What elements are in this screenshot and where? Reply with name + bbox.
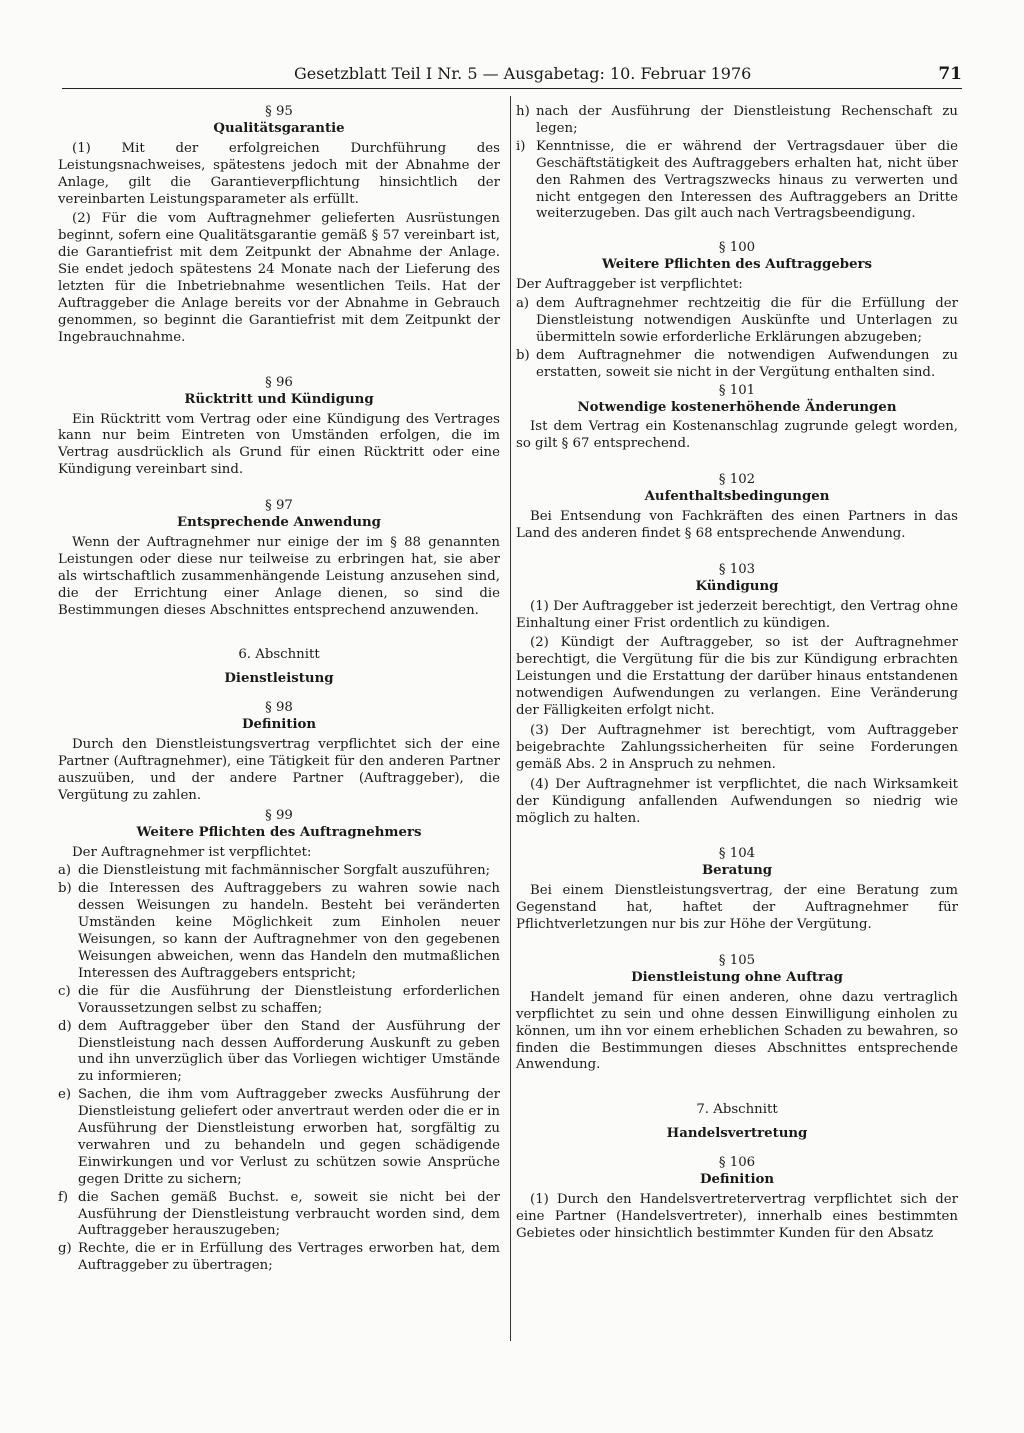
right-column [516,104,958,1246]
paragraph: (1) Mit der erfolgreichen Durchführung des Leistungsnachweises, spätestens jedoch mit der Abnahme der Anlage, gilt die Garantieverpflichtung hinsichtlich der vereinbarten Leistungsparameter als erfüllt. [58,140,500,207]
paragraph: Ist dem Vertrag ein Kostenanschlag zugrunde gelegt worden, so gilt § 67 entsprechend. [516,419,958,452]
left-column [58,104,500,1276]
paragraph: (2) Für die vom Auftragnehmer gelieferten Ausrüstungen beginnt, sofern eine Qualitätsgarantie gemäß § 57 vereinbart ist, die Garantiefrist mit dem Zeitpunkt der Abnahme der Anlage. Sie endet jedoch spätestens 24 Monate nach der Lieferung des letzten für die Inbetriebnahme wesentlichen Teils. Hat der Auftraggeber die Anlage bereits vor der Abnahme in Gebrauch genommen, so beginnt die Garantiefrist mit dem Zeitpunkt der Ingebrauchnahme. [58,211,500,345]
section-title: Entsprechende Anwendung [177,515,381,531]
chapter-title: Dienstleistung [224,671,334,687]
section-title: Definition [241,717,317,733]
section-title: Dienstleistung ohne Auftrag [631,969,843,985]
list-item: e) Sachen, die ihm vom Auftraggeber zwecks Ausführung der Dienstleistung geliefert oder anvertraut werden oder die er in Ausführung der Dienstleistung erworben hat, sorgfältig zu verwahren und zu behandeln und gegen schädigende Einwirkungen und vor Verlust zu schützen sowie Ansprüche gegen Dritte zu sichern; [58,1087,500,1187]
section-number: § 99 [265,807,293,823]
section-title: Aufenthaltsbedingungen [644,489,830,505]
chapter-number: 6. Abschnitt [238,647,320,663]
list-item: g) Rechte, die er in Erfüllung des Vertrages erworben hat, dem Auftraggeber zu übertragen; [58,1241,500,1274]
paragraph: Ein Rücktritt vom Vertrag oder eine Kündigung des Vertrages kann nur beim Eintreten von Umständen erfolgen, die im Vertrag ausdrücklich als Grund für einen Rücktritt oder eine Kündigung vereinbart sind. [58,411,500,478]
list-item: d) dem Auftraggeber über den Stand der Ausführung der Dienstleistung nach dessen Aufforderung Auskunft zu geben und ihn unverzüglich über das Vorliegen wichtiger Umstände zu informieren; [58,1018,500,1085]
section-number: § 105 [718,952,756,968]
page-number: 71 [938,64,962,84]
page-header [62,64,962,84]
section-number: § 96 [265,374,293,390]
section-number: § 97 [265,498,293,514]
chapter-number: 7. Abschnitt [696,1102,778,1118]
paragraph: Bei einem Dienstleistungsvertrag, der eine Beratung zum Gegenstand hat, haftet der Auftragnehmer für Pflichtverletzungen nur bis zur Höhe der Vergütung. [516,883,958,933]
section-title: Notwendige kostenerhöhende Änderungen [577,399,897,415]
list-item: i) Kenntnisse, die er während der Vertragsdauer über die Geschäftstätigkeit des Auftraggebers erhalten hat, nicht über den Rahmen des Vertragszwecks hinaus zu verwerten und nicht entgegen den Interessen des Auftraggebers an Dritte weiterzugeben. Das gilt auch nach Vertragsbeendigung. [516,138,958,222]
paragraph: Handelt jemand für einen anderen, ohne dazu vertraglich verpflichtet zu sein und ohne dessen Einwilligung einholen zu können, um ihn vor einem erheblichen Schaden zu bewahren, so finden die Bestimmungen dieses Abschnittes entsprechende Anwendung. [516,989,958,1073]
paragraph: Durch den Dienstleistungsvertrag verpflichtet sich der eine Partner (Auftragnehmer), eine Tätigkeit für den anderen Partner auszuüben, und der andere Partner (Auftraggeber), die Vergütung zu zahlen. [58,737,500,803]
paragraph: (4) Der Auftragnehmer ist verpflichtet, die nach Wirksamkeit der Kündigung anfallenden Aufwendungen so niedrig wie möglich zu halten. [516,776,958,826]
list-item: b) dem Auftragnehmer die notwendigen Aufwendungen zu erstatten, soweit sie nicht in der Vergütung enthalten sind. [516,347,958,380]
section-title: Qualitätsgarantie [213,120,345,136]
paragraph: (1) Der Auftraggeber ist jederzeit berechtigt, den Vertrag ohne Einhaltung einer Frist ordentlich zu kündigen. [516,598,958,631]
list-item: f) die Sachen gemäß Buchst. e, soweit sie nicht bei der Ausführung der Dienstleistung verbraucht worden sind, dem Auftraggeber herauszugeben; [58,1189,500,1239]
list-item: h) nach der Ausführung der Dienstleistung Rechenschaft zu legen; [516,104,958,136]
paragraph: Wenn der Auftragnehmer nur einige der im § 88 genannten Leistungen oder diese nur teilweise zu erbringen hat, sie aber als wirtschaftlich zusammenhängende Leistung anzusehen sind, die der Errichtung einer Anlage dienen, so sind die Bestimmungen dieses Abschnittes entsprechend anzuwenden. [58,534,500,618]
section-title: Kündigung [695,578,779,594]
list-item: c) die für die Ausführung der Dienstleistung erforderlichen Voraussetzungen selbst zu schaffen; [58,983,500,1016]
column-divider [510,96,511,1341]
paragraph: Bei Entsendung von Fachkräften des einen Partners in das Land des anderen findet § 68 entsprechende Anwendung. [516,509,958,541]
section-number: § 106 [718,1155,756,1171]
chapter-title: Handelsvertretung [666,1126,808,1142]
section-title: Weitere Pflichten des Auftraggebers [601,257,873,273]
section-number: § 100 [718,240,756,256]
section-number: § 98 [265,700,293,716]
paragraph: (2) Kündigt der Auftraggeber, so ist der Auftragnehmer berechtigt, die Vergütung für die bis zur Kündigung erbrachten Leistungen und die Erstattung der darüber hinaus entstandenen notwendigen Aufwendungen zu verlangen. Eine Veränderung der Fälligkeiten erfolgt nicht. [516,635,958,719]
section-number: § 95 [265,104,293,119]
list-lead: Der Auftraggeber ist verpflichtet: [516,277,743,293]
paragraph: (1) Durch den Handelsvertretervertrag verpflichtet sich der eine Partner (Handelsvertreter), innerhalb eines bestimmten Gebietes oder hinsichtlich bestimmter Kunden für den Absatz [516,1191,958,1241]
header-rule [62,88,962,89]
paragraph: (3) Der Auftragnehmer ist berechtigt, vom Auftraggeber beigebrachte Zahlungssicherheiten für seine Forderungen gemäß Abs. 2 in Anspruch zu nehmen. [516,723,958,772]
list-lead: Der Auftragnehmer ist verpflichtet: [72,844,312,860]
gazette-title: Gesetzblatt Teil I Nr. 5 — Ausgabetag: 10. Februar 1976 [294,64,752,83]
section-title: Beratung [701,863,773,879]
section-number: § 101 [718,382,756,398]
list-item: a) die Dienstleistung mit fachmännischer Sorgfalt auszuführen; [58,863,491,879]
section-title: Definition [699,1172,775,1188]
list-item: b) die Interessen des Auftraggebers zu wahren sowie nach dessen Weisungen zu handeln. Besteht bei veränderten Umständen keine Möglichkeit zum Einholen neuer Weisungen, so kann der Auftragnehmer von den gegebenen Weisungen abweichen, wenn das Handeln den mutmaßlichen Interessen des Auftraggebers entspricht; [58,881,500,981]
section-number: § 104 [718,846,756,862]
section-number: § 102 [718,472,756,488]
list-item: a) dem Auftragnehmer rechtzeitig die für die Erfüllung der Dienstleistung notwendigen Auskünfte und Unterlagen zu übermitteln sowie erforderliche Erklärungen abzugeben; [516,296,958,345]
section-number: § 103 [718,561,756,577]
section-title: Weitere Pflichten des Auftragnehmers [136,824,422,840]
section-title: Rücktritt und Kündigung [184,391,374,407]
